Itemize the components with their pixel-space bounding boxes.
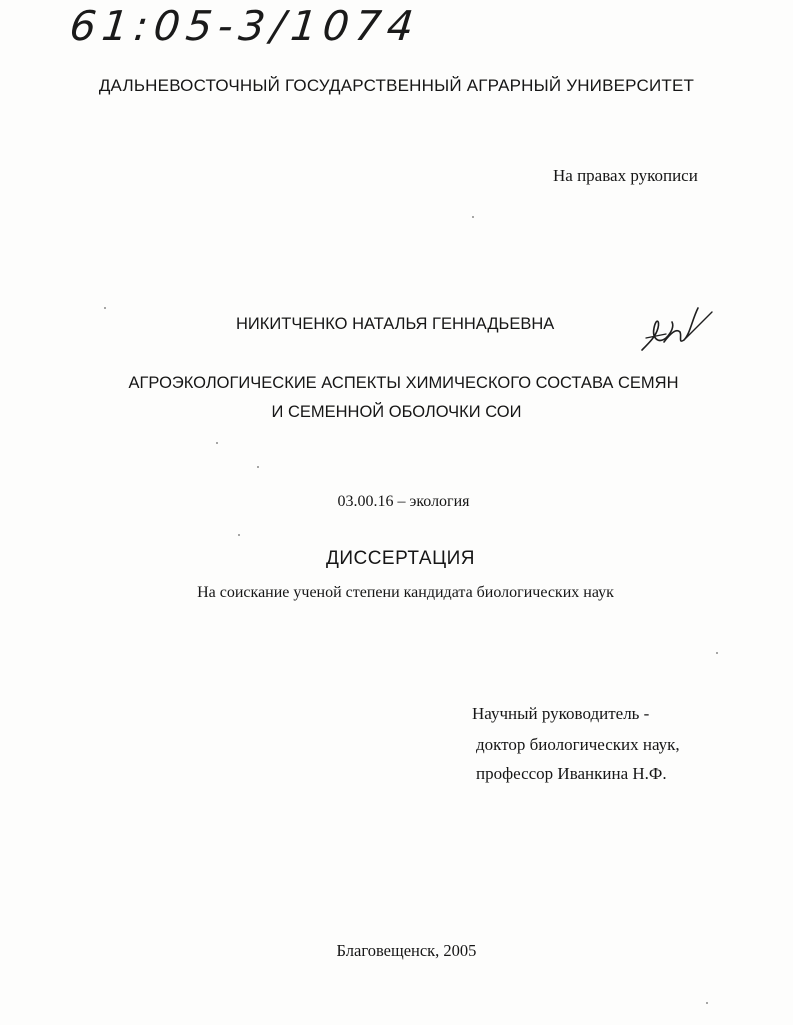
degree-statement: На соискание ученой степени кандидата биологических наук — [197, 584, 614, 601]
handwritten-archive-number: 61:05-3/1074 — [67, 2, 422, 50]
dissertation-title-line-1: АГРОЭКОЛОГИЧЕСКИЕ АСПЕКТЫ ХИМИЧЕСКОГО СОСТАВА СЕМЯН — [128, 374, 679, 392]
scan-speck — [716, 652, 718, 654]
document-type: ДИССЕРТАЦИЯ — [325, 548, 476, 569]
specialty-code: 03.00.16 – экология — [337, 493, 470, 510]
manuscript-rights-note: На правах рукописи — [553, 166, 698, 185]
scan-speck — [472, 216, 474, 218]
university-name: ДАЛЬНЕВОСТОЧНЫЙ ГОСУДАРСТВЕННЫЙ АГРАРНЫЙ УНИВЕРСИТЕТ — [98, 76, 695, 95]
author-name: НИКИТЧЕНКО НАТАЛЬЯ ГЕННАДЬЕВНА — [236, 315, 555, 333]
city-and-year: Благовещенск, 2005 — [336, 941, 477, 960]
scan-speck — [706, 1002, 708, 1004]
dissertation-title-line-2: И СЕМЕННОЙ ОБОЛОЧКИ СОИ — [271, 403, 522, 421]
supervisor-name: профессор Иванкина Н.Ф. — [476, 764, 667, 783]
scan-speck — [104, 307, 106, 309]
scan-speck — [238, 534, 240, 536]
supervisor-role: Научный руководитель - — [472, 704, 650, 723]
handwritten-signature — [636, 298, 716, 362]
scan-speck — [216, 442, 218, 444]
scan-speck — [257, 466, 259, 468]
supervisor-degree: доктор биологических наук, — [476, 735, 680, 754]
